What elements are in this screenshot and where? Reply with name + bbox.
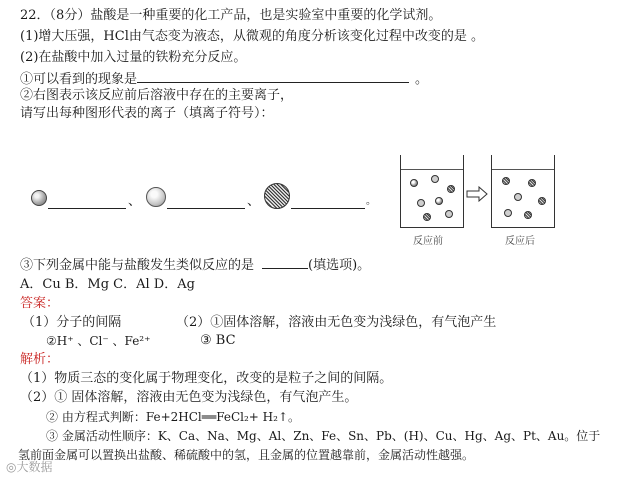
- after-label: 反应后: [505, 236, 535, 247]
- question-part-2-3-text: ③下列金属中能与盐酸发生类似反应的是: [20, 258, 255, 273]
- question-part-2-2b: 请写出每种图形代表的离子（填离子符号）：: [20, 106, 274, 121]
- options-line: A．Cu B．Mg C．Al D．Ag: [20, 277, 195, 292]
- answer-ions: ②H⁺ 、Cl⁻ 、Fe²⁺: [46, 334, 151, 348]
- answer-2: （2）①固体溶解，溶液由无色变为浅绿色，有气泡产生: [176, 315, 497, 330]
- watermark: [6, 458, 53, 475]
- figure-separator: 、: [128, 194, 142, 209]
- answer-heading: 答案：: [20, 296, 60, 311]
- arrow-right-icon: [466, 186, 488, 202]
- analysis-2: （2）① 固体溶解，溶液由无色变为浅绿色，有气泡产生。: [20, 390, 358, 405]
- question-part-2: (2)在盐酸中加入过量的铁粉充分反应。: [20, 50, 247, 65]
- question-part-2-2a: ②右图表示该反应前后溶液中存在的主要离子，: [20, 88, 294, 103]
- ion-blank-3[interactable]: [291, 196, 365, 209]
- question-part-1: (1)增大压强，HCl由气态变为液态，从微观的角度分析该变化过程中改变的是 。: [20, 29, 484, 44]
- question-part-2-3-tail: (填选项)。: [308, 258, 371, 273]
- question-part-2-1: ①可以看到的现象是 。: [20, 72, 429, 87]
- ion-circle-2-icon: [146, 187, 166, 207]
- beaker-before: [400, 155, 464, 228]
- question-part-2-3: [20, 256, 370, 274]
- answer-1: （1）分子的间隔: [22, 315, 122, 330]
- question-part-2-1-text: ①可以看到的现象是: [20, 72, 138, 87]
- answer-blank[interactable]: [137, 70, 409, 83]
- watermark-text: 大数据: [16, 460, 53, 474]
- ion-circle-3-icon: [264, 183, 290, 209]
- before-label: 反应前: [413, 236, 443, 247]
- ion-circle-1-icon: [31, 190, 47, 206]
- weibo-logo-icon: ◎: [6, 460, 17, 474]
- analysis-4: ③ 金属活动性顺序：K、Ca、Na、Mg、Al、Zn、Fe、Sn、Pb、(H)、Cu、Hg、Ag、Pt、Au。位于: [46, 429, 601, 443]
- figure-separator: 、: [247, 194, 261, 209]
- figure-end: 。: [366, 196, 376, 207]
- question-title: 22．（8分）盐酸是一种重要的化工产品，也是实验室中重要的化学试剂。: [20, 8, 442, 23]
- choice-blank[interactable]: [262, 256, 308, 269]
- beaker-after: [491, 155, 555, 228]
- ion-blank-2[interactable]: [167, 196, 245, 209]
- analysis-5: 氢前面金属可以置换出盐酸、稀硫酸中的氢，且金属的位置越靠前，金属活动性越强。: [18, 448, 475, 462]
- analysis-3: ② 由方程式判断：Fe+2HCl══FeCl₂+ H₂↑。: [46, 410, 301, 424]
- analysis-1: （1）物质三态的变化属于物理变化，改变的是粒子之间的间隔。: [20, 371, 393, 386]
- analysis-heading: 解析：: [20, 352, 60, 367]
- ion-blank-1[interactable]: [48, 196, 126, 209]
- answer-choice: ③ BC: [200, 333, 236, 348]
